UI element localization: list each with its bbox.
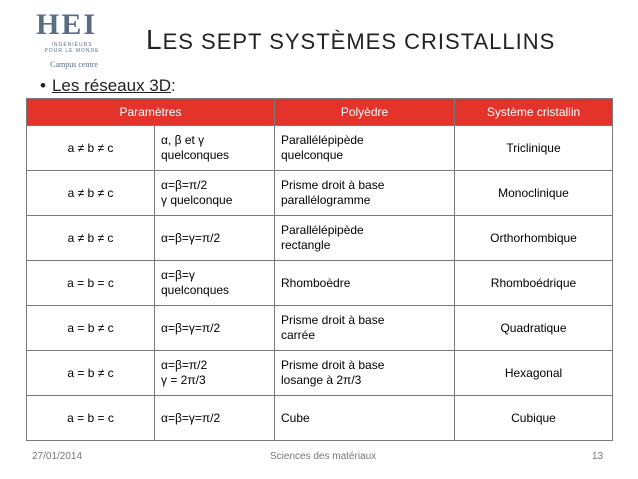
polyhedron-line-2: rectangle	[281, 238, 331, 252]
cell-angles	[155, 306, 275, 351]
cell-polyhedron	[275, 216, 455, 261]
cell-system	[455, 126, 613, 171]
table-row	[27, 171, 613, 216]
lengths-text: a ≠ b ≠ c	[67, 140, 114, 155]
cell-polyhedron	[275, 261, 455, 306]
table-row	[27, 126, 613, 171]
angles-line-2: γ quelconque	[161, 193, 233, 207]
polyhedron-line-2: losange à 2π/3	[281, 373, 362, 387]
cell-angles	[155, 261, 275, 306]
cell-system	[455, 306, 613, 351]
crystal-systems-table	[26, 98, 613, 441]
cell-polyhedron	[275, 396, 455, 441]
cell-lengths	[27, 261, 155, 306]
polyhedron-line-2: parallélogramme	[281, 193, 371, 207]
cell-lengths	[27, 171, 155, 216]
cell-lengths	[27, 306, 155, 351]
bullet-text: Les réseaux 3D	[51, 76, 172, 95]
header-parametres: Paramètres	[27, 99, 275, 126]
cell-polyhedron	[275, 171, 455, 216]
lengths-text: a = b = c	[67, 275, 114, 290]
angles-line-1: α=β=γ=π/2	[161, 230, 221, 245]
angles-line-1: α=β=π/2	[161, 178, 208, 192]
angles-line-1: α=β=γ=π/2	[161, 410, 221, 425]
footer-course: Sciences des matériaux	[270, 451, 377, 462]
system-text: Hexagonal	[504, 365, 563, 380]
polyhedron-line-1: Parallélépipède	[281, 133, 364, 147]
lengths-text: a ≠ b ≠ c	[67, 230, 114, 245]
angles-line-2: quelconques	[161, 148, 230, 162]
logo-mark: HEI	[36, 8, 98, 41]
cell-lengths	[27, 126, 155, 171]
polyhedron-line-1: Prisme droit à base	[281, 358, 385, 372]
table-row	[27, 306, 613, 351]
cell-lengths	[27, 396, 155, 441]
lengths-text: a ≠ b ≠ c	[67, 185, 114, 200]
angles-line-1: α=β=γ=π/2	[161, 320, 221, 335]
table-header-row	[27, 99, 613, 126]
bullet-item	[40, 76, 176, 96]
bullet-dot-icon: •	[40, 76, 46, 95]
cell-system	[455, 261, 613, 306]
logo-subtitle	[36, 42, 108, 54]
hei-logo	[14, 8, 114, 72]
cell-system	[455, 171, 613, 216]
cell-polyhedron	[275, 306, 455, 351]
cell-angles	[155, 396, 275, 441]
polyhedron-line-1: Prisme droit à base	[281, 178, 385, 192]
footer-page-number: 13	[592, 451, 604, 462]
title-initial: L	[146, 24, 163, 55]
bullet-suffix: :	[171, 76, 176, 95]
polyhedron-line-2: carrée	[281, 328, 316, 342]
system-text: Orthorhombique	[490, 230, 577, 245]
system-text: Monoclinique	[498, 185, 569, 200]
cell-lengths	[27, 216, 155, 261]
slide-title	[146, 24, 555, 56]
polyhedron-line-1: Rhomboèdre	[281, 275, 351, 290]
angles-line-2: γ = 2π/3	[161, 373, 206, 387]
table-row	[27, 396, 613, 441]
cell-system	[455, 216, 613, 261]
cell-angles	[155, 351, 275, 396]
angles-line-1: α=β=γ	[161, 268, 195, 282]
header-systeme: Système cristallin	[455, 99, 613, 126]
cell-system	[455, 351, 613, 396]
logo-campus: Campus centre	[50, 60, 98, 69]
system-text: Rhomboédrique	[490, 275, 577, 290]
cell-system	[455, 396, 613, 441]
polyhedron-line-1: Cube	[281, 410, 310, 425]
polyhedron-line-2: quelconque	[281, 148, 344, 162]
cell-angles	[155, 216, 275, 261]
cell-polyhedron	[275, 126, 455, 171]
system-text: Quadratique	[500, 320, 567, 335]
lengths-text: a = b ≠ c	[67, 365, 114, 380]
logo-subtitle-line2: POUR LE MONDE	[44, 48, 100, 54]
angles-line-2: quelconques	[161, 283, 230, 297]
cell-polyhedron	[275, 351, 455, 396]
polyhedron-line-1: Prisme droit à base	[281, 313, 385, 327]
footer-date: 27/01/2014	[32, 451, 83, 462]
system-text: Cubique	[511, 410, 556, 425]
cell-angles	[155, 171, 275, 216]
angles-line-1: α=β=π/2	[161, 358, 208, 372]
cell-lengths	[27, 351, 155, 396]
table-row	[27, 351, 613, 396]
angles-line-1: α, β et γ	[161, 133, 205, 147]
title-rest: ES SEPT SYSTÈMES CRISTALLINS	[162, 29, 556, 54]
system-text: Triclinique	[506, 140, 561, 155]
header-polyedre: Polyèdre	[275, 99, 455, 126]
lengths-text: a = b = c	[67, 410, 114, 425]
table-row	[27, 261, 613, 306]
table-row	[27, 216, 613, 261]
polyhedron-line-1: Parallélépipède	[281, 223, 364, 237]
logo-subtitle-line1: INGÉNIEURS	[51, 42, 93, 48]
cell-angles	[155, 126, 275, 171]
lengths-text: a = b ≠ c	[67, 320, 114, 335]
